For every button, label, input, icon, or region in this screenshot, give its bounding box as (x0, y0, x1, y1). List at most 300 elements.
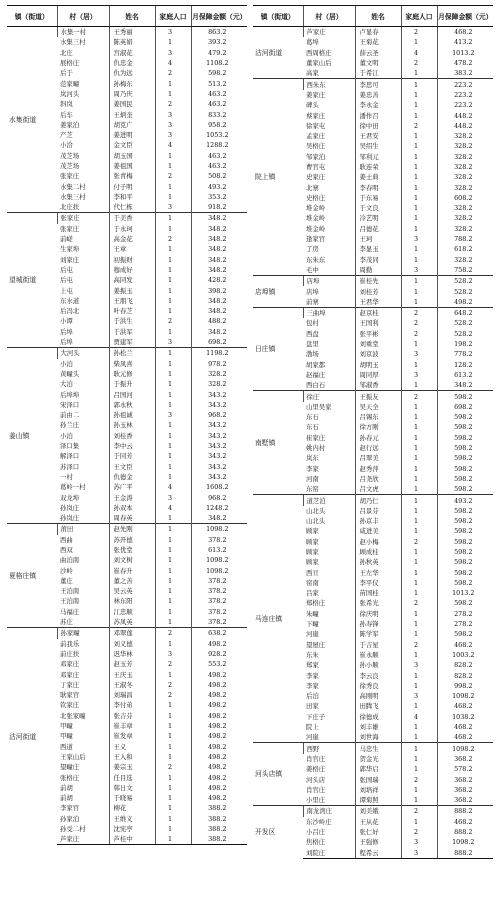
amount-cell: 378.2 (191, 607, 247, 617)
town-cell: 夏格庄镇 (7, 524, 57, 628)
amount-cell: 223.2 (437, 90, 493, 100)
household-cell: 1 (401, 619, 437, 629)
name-cell: 郭永秋 (109, 400, 155, 410)
name-cell: 孙双本 (109, 503, 155, 513)
table-row (253, 743, 493, 754)
village-cell: 三曲埠 (303, 308, 355, 319)
amount-cell: 833.2 (191, 109, 247, 119)
household-cell: 2 (401, 537, 437, 547)
household-cell: 1 (155, 731, 191, 741)
name-cell: 于晓易 (109, 793, 155, 803)
name-cell: 胡玉国 (109, 151, 155, 161)
name-cell: 刘丰雄 (355, 722, 401, 732)
household-cell: 3 (401, 370, 437, 380)
amount-cell: 198.2 (437, 339, 493, 349)
household-cell: 3 (401, 349, 437, 359)
amount-cell: 328.2 (437, 131, 493, 141)
name-cell: 吕锡东 (355, 412, 401, 422)
name-cell: 李云良 (355, 670, 401, 680)
amount-cell: 348.2 (191, 327, 247, 337)
amount-cell: 343.2 (191, 389, 247, 399)
village-cell: 刘院庄 (303, 847, 355, 858)
name-cell: 马忠生 (355, 743, 401, 754)
household-cell: 1 (401, 463, 437, 473)
name-cell: 赵玉芳 (109, 659, 155, 669)
household-cell: 4 (401, 48, 437, 58)
name-cell: 刘瑞昌 (109, 690, 155, 700)
household-cell: 1 (155, 224, 191, 234)
table-row (7, 524, 247, 535)
name-cell: 孙梅东 (109, 78, 155, 88)
village-cell: 山里吴家 (306, 402, 332, 411)
amount-cell: 758.2 (437, 265, 493, 276)
village-cell: 盘里 (306, 340, 319, 349)
village-cell: 肖官庄 (306, 785, 326, 794)
name-cell: 孙京丰 (355, 516, 401, 526)
name-cell: 张希光 (355, 598, 401, 608)
name-cell: 胡克广 (109, 120, 155, 130)
amount-cell: 1003.2 (437, 650, 493, 660)
amount-cell: 463.2 (191, 89, 247, 99)
village-cell: 西双 (60, 545, 73, 554)
village-cell: 顾家 (306, 558, 319, 567)
household-cell: 2 (401, 329, 437, 339)
village-cell: 黄疃头 (60, 369, 80, 378)
household-cell: 1 (401, 339, 437, 349)
village-cell: 前我乐 (60, 639, 80, 648)
name-cell: 刘桂香 (109, 431, 155, 441)
amount-cell: 343.2 (191, 431, 247, 441)
amount-cell: 348.2 (191, 224, 247, 234)
village-cell: 河头店 (306, 775, 326, 784)
amount-cell: 348.2 (191, 265, 247, 275)
village-cell: 后屯 (60, 276, 73, 285)
name-cell: 董之善 (109, 576, 155, 586)
household-cell: 4 (401, 712, 437, 722)
household-cell: 2 (155, 234, 191, 244)
table-header (253, 6, 493, 27)
household-cell: 1 (401, 754, 437, 764)
household-cell: 2 (155, 690, 191, 700)
table-row (253, 391, 493, 402)
village-cell: 宋泽口 (60, 400, 80, 409)
name-cell: 姜宗玉 (109, 762, 155, 772)
village-cell: 后埠埠 (60, 390, 80, 399)
household-cell: 1 (401, 68, 437, 79)
household-cell: 3 (155, 120, 191, 130)
village-cell: 孙兰庄 (60, 421, 80, 430)
name-cell: 陈英娟 (109, 37, 155, 47)
household-cell: 1 (401, 276, 437, 287)
name-cell: 崔桂先 (355, 276, 401, 287)
amount-cell: 388.2 (191, 803, 247, 813)
village-cell: 店埠 (303, 276, 355, 287)
village-cell: 泽口集 (60, 442, 80, 451)
household-cell: 1 (155, 420, 191, 430)
household-cell: 1 (401, 172, 437, 182)
amount-cell: 1098.2 (437, 837, 493, 847)
household-cell: 1 (155, 793, 191, 803)
household-cell: 1 (401, 743, 437, 754)
name-cell: 王章 (109, 244, 155, 254)
amount-cell: 348.2 (191, 234, 247, 244)
household-cell: 3 (155, 48, 191, 58)
name-cell: 胡明玉 (355, 360, 401, 370)
household-cell: 1 (401, 244, 437, 254)
village-cell: 钦家庄 (60, 701, 80, 710)
amount-cell: 828.2 (437, 660, 493, 670)
name-cell: 贾建军 (109, 337, 155, 348)
household-cell: 1 (155, 535, 191, 545)
table-row (253, 308, 493, 319)
village-cell: 史格庄 (306, 193, 326, 202)
name-cell: 顾成桂 (355, 547, 401, 557)
town-cell: 河头店镇 (253, 743, 303, 806)
household-cell: 1 (401, 110, 437, 120)
household-cell: 1 (401, 422, 437, 432)
name-cell: 迟华林 (109, 649, 155, 659)
town-cell: 望城街道 (7, 213, 57, 348)
name-cell: 徐德成 (355, 712, 401, 722)
amount-cell: 128.2 (437, 360, 493, 370)
village-cell: 西亘 (306, 568, 319, 577)
name-cell: 张青梅 (109, 171, 155, 181)
amount-cell: 468.2 (437, 640, 493, 650)
village-cell: 苏泽口 (60, 462, 80, 471)
amount-cell: 398.2 (191, 285, 247, 295)
household-cell: 1 (155, 545, 191, 555)
amount-cell: 1608.2 (191, 482, 247, 492)
household-cell: 4 (155, 58, 191, 68)
name-cell: 于美香 (109, 213, 155, 224)
village-cell: 徐庄 (303, 391, 355, 402)
name-cell: 江忠顺 (109, 607, 155, 617)
amount-cell: 343.2 (191, 472, 247, 482)
village-cell: 展格庄 (60, 59, 80, 68)
name-cell: 徐方刚 (355, 422, 401, 432)
name-cell: 周乃庆 (109, 89, 155, 99)
household-cell: 1 (155, 451, 191, 461)
household-cell: 1 (155, 586, 191, 596)
amount-cell: 479.2 (191, 48, 247, 58)
village-cell: 后埠 (60, 338, 73, 347)
name-cell: 于洪生 (109, 316, 155, 326)
village-cell: 西周格庄 (306, 48, 332, 57)
amount-cell: 598.2 (437, 433, 493, 443)
village-cell: 李家 (306, 671, 319, 680)
amount-cell: 498.2 (191, 741, 247, 751)
name-cell: 潘作召 (355, 110, 401, 120)
amount-cell: 328.2 (437, 255, 493, 265)
name-cell: 李付弟 (109, 700, 155, 710)
household-cell: 1 (155, 617, 191, 628)
household-cell: 1 (401, 650, 437, 660)
household-cell: 1 (401, 453, 437, 463)
household-cell: 1 (401, 193, 437, 203)
town-cell: 开发区 (253, 806, 303, 858)
amount-cell: 468.2 (437, 701, 493, 711)
town-cell: 水集街道 (7, 27, 57, 213)
village-cell: 前庄扶 (60, 649, 80, 658)
household-cell: 4 (155, 503, 191, 513)
name-cell: 王秀丽 (109, 27, 155, 38)
village-cell: 一村 (60, 472, 73, 481)
household-cell: 1 (155, 513, 191, 524)
header-village: 村（居） (303, 6, 355, 27)
name-cell: 王庆玉 (109, 669, 155, 679)
name-cell: 耿连荣 (355, 162, 401, 172)
household-cell: 1 (155, 306, 191, 316)
village-cell: 岚河头 (60, 89, 80, 98)
name-cell: 王炳奎 (109, 109, 155, 119)
village-cell: 范家疃 (60, 79, 80, 88)
village-cell: 孙受二村 (60, 825, 86, 833)
amount-cell: 598.2 (437, 391, 493, 402)
village-cell: 前嵯 (60, 235, 73, 244)
table-row (253, 276, 493, 287)
name-cell: 于吉星 (355, 640, 401, 650)
household-cell: 1 (401, 443, 437, 453)
amount-cell: 378.2 (191, 535, 247, 545)
village-cell: 北寨 (306, 183, 319, 192)
village-cell: 东水道 (60, 296, 80, 305)
amount-cell: 343.2 (191, 441, 247, 451)
village-cell: 后冯北 (60, 307, 80, 316)
village-cell: 前寨 (306, 297, 319, 306)
amount-cell: 343.2 (191, 400, 247, 410)
household-cell: 1 (401, 182, 437, 192)
name-cell: 吕翠美 (355, 453, 401, 463)
name-cell: 吴云英 (109, 586, 155, 596)
amount-cell: 368.2 (437, 754, 493, 764)
amount-cell: 598.2 (437, 422, 493, 432)
name-cell: 王君华 (355, 297, 401, 308)
village-cell: 胡家都 (306, 360, 326, 369)
name-cell: 仇忠金 (109, 58, 155, 68)
amount-cell: 468.2 (437, 732, 493, 743)
village-cell: 大河头 (57, 348, 109, 359)
village-cell: 孙家疃 (57, 628, 109, 639)
household-cell: 1 (401, 588, 437, 598)
household-cell: 2 (401, 827, 437, 837)
household-cell: 3 (155, 649, 191, 659)
town-cell: 马连庄镇 (253, 495, 303, 743)
village-cell: 苏庄 (60, 618, 73, 627)
household-cell: 3 (401, 660, 437, 670)
amount-cell: 378.2 (191, 596, 247, 606)
name-cell: 吴绍生 (355, 141, 401, 151)
name-cell: 王强修 (355, 837, 401, 847)
household-cell: 1 (155, 772, 191, 782)
town-cell: 店埠镇 (253, 276, 303, 308)
village-cell: 南龙湾庄 (303, 806, 355, 817)
household-cell: 3 (155, 130, 191, 140)
household-cell: 1 (155, 161, 191, 171)
table-row (253, 806, 493, 817)
amount-cell: 468.2 (437, 27, 493, 38)
amount-cell: 613.2 (191, 545, 247, 555)
name-cell: 崔发章 (109, 731, 155, 741)
household-cell: 1 (401, 37, 437, 47)
household-cell: 1 (155, 814, 191, 824)
village-cell: 耿家官 (60, 691, 80, 700)
amount-cell: 1038.2 (437, 712, 493, 722)
amount-cell: 498.2 (191, 721, 247, 731)
household-cell: 1 (155, 431, 191, 441)
village-cell: 李家 (306, 681, 319, 690)
village-cell: 小谭 (60, 317, 73, 326)
household-cell: 2 (401, 391, 437, 402)
name-cell: 苏开德 (109, 535, 155, 545)
village-cell: 小洽 (60, 141, 73, 150)
household-cell: 1 (155, 565, 191, 575)
amount-cell: 1013.2 (437, 588, 493, 598)
household-cell: 1 (401, 670, 437, 680)
village-cell: 岚东 (306, 454, 319, 463)
household-cell: 1 (155, 607, 191, 617)
name-cell: 邓翠莲 (109, 628, 155, 639)
amount-cell: 1098.2 (191, 565, 247, 575)
amount-cell: 428.2 (191, 275, 247, 285)
village-cell: 东沙岭庄 (306, 817, 332, 826)
village-cell: 窑南 (306, 578, 319, 587)
household-cell: 1 (155, 711, 191, 721)
name-cell: 李春明 (355, 182, 401, 192)
village-cell: 王泊南 (60, 597, 80, 606)
household-cell: 3 (155, 410, 191, 420)
amount-cell: 388.2 (191, 824, 247, 834)
amount-cell: 608.2 (437, 193, 493, 203)
amount-cell: 1098.2 (437, 691, 493, 701)
village-cell: 堆金岭 (306, 204, 326, 213)
amount-cell: 528.2 (437, 329, 493, 339)
amount-cell: 888.2 (437, 827, 493, 837)
amount-cell: 598.2 (437, 516, 493, 526)
village-cell: 肖官庄 (306, 754, 326, 763)
household-cell: 1 (401, 547, 437, 557)
name-cell: 任目选 (109, 772, 155, 782)
household-cell: 1 (155, 741, 191, 751)
amount-cell: 613.2 (437, 370, 493, 380)
village-cell: 解泽口 (60, 452, 80, 461)
household-cell: 1 (401, 402, 437, 412)
amount-cell: 378.2 (191, 617, 247, 628)
household-cell: 2 (401, 308, 437, 319)
name-cell: 周同厚 (355, 370, 401, 380)
amount-cell: 348.2 (437, 380, 493, 391)
household-cell: 1 (401, 484, 437, 495)
name-cell: 金文臣 (109, 140, 155, 150)
amount-cell: 328.2 (437, 141, 493, 151)
amount-cell: 388.2 (191, 814, 247, 824)
village-cell: 毛中 (306, 265, 319, 274)
table-row (253, 27, 493, 38)
amount-cell: 493.2 (191, 181, 247, 191)
household-cell: 1 (155, 296, 191, 306)
amount-cell: 1248.2 (191, 503, 247, 513)
amount-cell: 1098.2 (191, 524, 247, 535)
household-cell: 1 (401, 578, 437, 588)
table-body (7, 27, 247, 845)
name-cell: 苏凤英 (109, 617, 155, 628)
village-cell: 堆金岭 (306, 224, 326, 233)
amount-cell: 328.2 (437, 182, 493, 192)
amount-cell: 998.2 (437, 681, 493, 691)
amount-cell: 498.2 (191, 711, 247, 721)
household-cell: 1 (401, 495, 437, 506)
village-cell: 店埠 (306, 287, 319, 296)
amount-cell: 498.2 (191, 762, 247, 772)
village-cell: 西曲 (60, 535, 73, 544)
name-cell: 于同芳 (109, 451, 155, 461)
household-cell: 1 (155, 37, 191, 47)
amount-cell: 598.2 (437, 598, 493, 608)
amount-cell: 368.2 (437, 774, 493, 784)
village-cell: 邓家庄 (60, 660, 80, 669)
village-cell: 小泊 (60, 359, 73, 368)
amount-cell: 1098.2 (437, 743, 493, 754)
name-cell: 田腾飞 (355, 701, 401, 711)
household-cell: 2 (155, 99, 191, 109)
table-row (253, 79, 493, 90)
table-body (253, 27, 493, 859)
village-cell: 甲疃 (60, 732, 73, 741)
household-cell: 2 (155, 316, 191, 326)
household-cell: 2 (401, 58, 437, 68)
household-cell: 2 (155, 171, 191, 181)
village-cell: 姜家泊 (60, 120, 80, 129)
amount-cell: 888.2 (437, 847, 493, 858)
name-cell: 韩日文 (109, 783, 155, 793)
household-cell: 1 (155, 285, 191, 295)
village-cell: 崔家庄 (306, 433, 326, 442)
household-cell: 1 (155, 721, 191, 731)
village-cell: 河崖 (306, 630, 319, 639)
amount-cell: 1013.2 (437, 48, 493, 58)
name-cell: 李和平 (109, 192, 155, 202)
village-cell: 河南 (306, 474, 319, 483)
household-cell: 1 (401, 224, 437, 234)
name-cell: 王珂 (355, 234, 401, 244)
household-cell: 1 (401, 474, 437, 484)
household-cell: 1 (401, 162, 437, 172)
village-cell: 了房 (306, 245, 319, 254)
household-cell: 3 (155, 337, 191, 348)
village-cell: 芦家庄 (57, 834, 109, 845)
name-cell: 刘重堂 (355, 339, 401, 349)
name-cell: 孙玉林 (109, 420, 155, 430)
amount-cell: 698.2 (437, 402, 493, 412)
name-cell: 沈宪亭 (109, 824, 155, 834)
household-cell: 3 (155, 202, 191, 213)
household-cell: 1 (155, 89, 191, 99)
village-cell: 张格庄 (60, 773, 80, 782)
name-cell: 付子明 (109, 181, 155, 191)
household-cell: 1 (155, 441, 191, 451)
name-cell: 邹利元 (355, 152, 401, 162)
name-cell: 王国利 (355, 318, 401, 328)
table-header (7, 6, 247, 27)
amount-cell: 448.2 (437, 110, 493, 120)
village-cell: 郑家 (306, 661, 319, 670)
name-cell: 李显玉 (355, 244, 401, 254)
name-cell: 邹淑香 (355, 380, 401, 391)
header-town: 镇（街道） (7, 6, 57, 27)
village-cell: 曹官屯 (306, 163, 326, 171)
name-cell: 胡乃仁 (355, 495, 401, 506)
household-cell: 1 (401, 764, 437, 774)
village-cell: 朱疃 (306, 609, 319, 618)
